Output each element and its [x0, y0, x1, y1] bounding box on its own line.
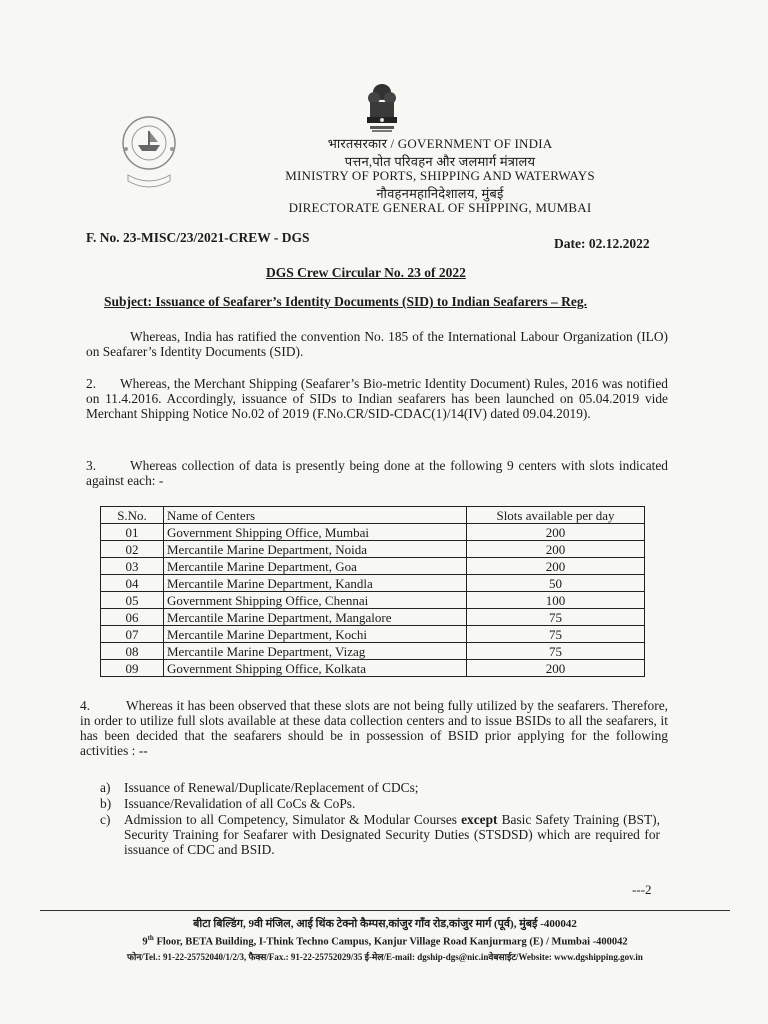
circular-title: DGS Crew Circular No. 23 of 2022: [266, 265, 466, 280]
footer-address-sup: th: [147, 934, 154, 942]
header-line-2: पत्तन,पोत परिवहन और जलमार्ग मंत्रालय: [344, 154, 536, 169]
cell-sno: 07: [101, 626, 164, 643]
paragraph-3-text: Whereas collection of data is presently being done at the following 9 centers with slots indicated against each: -: [86, 458, 668, 488]
cell-slots: 50: [467, 575, 645, 592]
dg-shipping-seal: [116, 113, 182, 193]
cell-sno: 08: [101, 643, 164, 660]
table-row: [101, 524, 645, 541]
cell-slots: 200: [467, 524, 645, 541]
list-item-label: c): [100, 812, 111, 827]
footer-hindi-address: बीटा बिल्डिंग, 9वी मंजिल, आई थिंक टेक्नो कैम्पस,कांजुर गाँव रोड,कांजुर मार्ग (पूर्व), मुंबई -400042: [193, 918, 577, 930]
cell-name: Government Shipping Office, Kolkata: [164, 660, 467, 677]
header-line-5: DIRECTORATE GENERAL OF SHIPPING, MUMBAI: [288, 200, 592, 215]
footer-address-text: Floor, BETA Building, I-Think Techno Campus, Kanjur Village Road Kanjurmarg (E) / Mumbai -400042: [153, 936, 628, 948]
list-item-text-post: Basic Safety Training (BST), Security Training for Seafarer with Designated Security Duties (STSDSD) which are required for issuance of CDC and BSID.: [124, 812, 660, 857]
paragraph-2-number: 2.: [86, 376, 97, 391]
cell-sno: 02: [101, 541, 164, 558]
header-line-4: नौवहनमहानिदेशालय, मुंबई: [376, 186, 504, 201]
list-item-label: b): [100, 796, 112, 811]
list-item-text: Issuance of Renewal/Duplicate/Replacement of CDCs;: [124, 780, 419, 795]
cell-sno: 04: [101, 575, 164, 592]
cell-sno: 03: [101, 558, 164, 575]
table-header-row: [101, 507, 645, 524]
cell-name: Government Shipping Office, Chennai: [164, 592, 467, 609]
list-item: [100, 812, 660, 860]
cell-name: Mercantile Marine Department, Kandla: [164, 575, 467, 592]
table-row: [101, 592, 645, 609]
table-row: [101, 626, 645, 643]
footer-divider: [40, 910, 730, 911]
cell-sno: 06: [101, 609, 164, 626]
footer-contact: फोन/Tel.: 91-22-25752040/1/2/3, फैक्स/Fax.: 91-22-25752029/35 ई-मेल/E-mail: dgship-dgs@nic.inवेबसाईट/Website: www.dgshipping.gov.in: [127, 952, 643, 962]
cell-slots: 75: [467, 609, 645, 626]
paragraph-2: [86, 376, 668, 421]
cell-name: Government Shipping Office, Mumbai: [164, 524, 467, 541]
cell-slots: 200: [467, 541, 645, 558]
cell-name: Mercantile Marine Department, Goa: [164, 558, 467, 575]
subject-line: Subject: Issuance of Seafarer’s Identity Documents (SID) to Indian Seafarers – Reg.: [104, 294, 587, 309]
list-item: [100, 780, 660, 796]
paragraph-2-text: Whereas, the Merchant Shipping (Seafarer’s Bio-metric Identity Document) Rules, 2016 was notified on 11.4.2016. Accordingly, issuance of SIDs to Indian seafarers has been launched on 05.04.2019 vide Merchant Shipping Notice No.02 of 2019 (F.No.CR/SID-CDAC(1)/14(IV) dated 09.04.2019).: [86, 376, 668, 421]
cell-sno: 09: [101, 660, 164, 677]
list-item-text: Issuance/Revalidation of all CoCs & CoPs.: [124, 796, 356, 811]
list-item-text-pre: Admission to all Competency, Simulator & Modular Courses: [124, 812, 462, 827]
table-header-name: Name of Centers: [164, 507, 467, 524]
paragraph-4: [80, 698, 668, 758]
paragraph-4-text: Whereas it has been observed that these slots are not being fully utilized by the seafarers. Therefore, in order to utilize full slots available at these data collection centers and to issue BSIDs to all the seafarers, it has been decided that the seafarers should be in possession of BSID prior applying for the following activities : --: [80, 698, 668, 758]
cell-slots: 75: [467, 643, 645, 660]
table-row: [101, 643, 645, 660]
cell-sno: 01: [101, 524, 164, 541]
cell-sno: 05: [101, 592, 164, 609]
footer-address-floor: 9: [142, 936, 148, 948]
cell-slots: 200: [467, 558, 645, 575]
table-row: [101, 609, 645, 626]
table-row: [101, 660, 645, 677]
file-number: F. No. 23-MISC/23/2021-CREW - DGS: [86, 230, 310, 245]
header-line-3: MINISTRY OF PORTS, SHIPPING AND WATERWAYS: [285, 168, 595, 183]
table-header-sno: S.No.: [101, 507, 164, 524]
footer-address: [40, 934, 730, 948]
cell-name: Mercantile Marine Department, Noida: [164, 541, 467, 558]
table-header-slots: Slots available per day: [467, 507, 645, 524]
list-item: [100, 796, 660, 812]
cell-name: Mercantile Marine Department, Vizag: [164, 643, 467, 660]
paragraph-4-number: 4.: [80, 698, 91, 713]
paragraph-3-number: 3.: [86, 458, 97, 473]
circular-date: Date: 02.12.2022: [554, 236, 650, 251]
list-item-text: [124, 812, 660, 857]
list-item-text-bold: except: [461, 812, 498, 827]
paragraph-3: [86, 458, 668, 488]
cell-slots: 75: [467, 626, 645, 643]
table-row: [101, 558, 645, 575]
national-emblem: [360, 82, 404, 134]
paragraph-1: Whereas, India has ratified the convention No. 185 of the International Labour Organization (ILO) on Seafarer’s Identity Documents (SID).: [86, 329, 668, 359]
table-row: [101, 575, 645, 592]
header-line-1: भारतसरकार / GOVERNMENT OF INDIA: [327, 136, 553, 151]
cell-name: Mercantile Marine Department, Mangalore: [164, 609, 467, 626]
cell-slots: 200: [467, 660, 645, 677]
page-marker: ---2: [632, 882, 652, 897]
cell-slots: 100: [467, 592, 645, 609]
centers-table: [100, 506, 645, 677]
table-row: [101, 541, 645, 558]
cell-name: Mercantile Marine Department, Kochi: [164, 626, 467, 643]
list-item-label: a): [100, 780, 111, 795]
